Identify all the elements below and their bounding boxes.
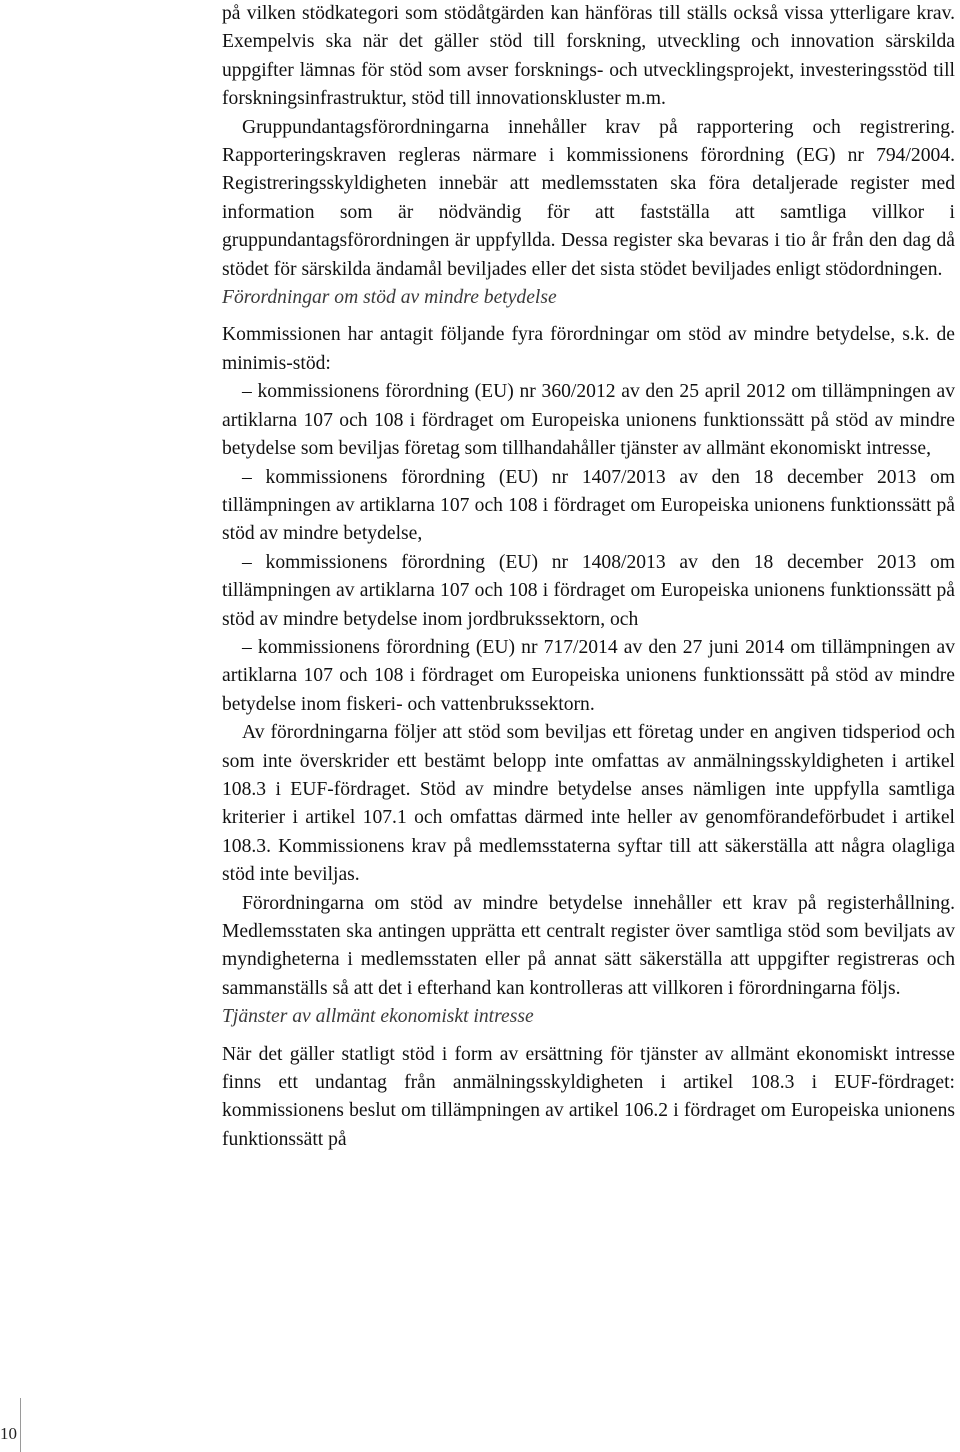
list-item: – kommissionens förordning (EU) nr 717/2014 av den 27 juni 2014 om tillämpningen av artiklarna 107 och 108 i fördraget om Europeiska unionens funktionssätt på stöd av mindre betydelse inom fiskeri- och vattenbrukssektorn. <box>222 636 955 715</box>
page-number: 10 <box>0 1424 17 1443</box>
intro-paragraph: på vilken stödkategori som stödåtgärden kan hänföras till ställs också vissa ytterligare krav. Exempelvis ska när det gäller stöd till forskning, utveckling och innovation särskilda uppgifter lämnas för stöd som avser forsknings- och utvecklingsprojekt, investeringsstöd till forskningsinfrastruktur, stöd till innovationskluster m.m. <box>222 3 955 110</box>
deminimis-paragraph-3: Förordningarna om stöd av mindre betydelse innehåller ett krav på registerhållning. Medlemsstaten ska antingen upprätta ett centralt register över samtliga stöd som beviljats av myndigheterna i medlemsstaten eller på annat sätt säkerställa att uppgifter registreras och sammanställs så att det i efterhand kan kontrolleras att villkoren i förordningarna följs. <box>222 892 955 999</box>
sgei-paragraph: När det gäller statligt stöd i form av ersättning för tjänster av allmänt ekonomiskt intresse finns ett undantag från anmälningsskyldigheten i artikel 108.3 i EUF-fördraget: kommissionens beslut om tillämpningen av artikel 106.2 i fördraget om Europeiska unionens funktionssätt på <box>222 1043 955 1150</box>
list-item: – kommissionens förordning (EU) nr 1407/2013 av den 18 december 2013 om tillämpningen av artiklarna 107 och 108 i fördraget om Europeiska unionens funktionssätt på stöd av mindre betydelse, <box>222 466 955 545</box>
gber-paragraph: Gruppundantagsförordningarna innehåller krav på rapportering och registrering. Rapporteringskraven regleras närmare i kommissionens förordning (EG) nr 794/2004. Registreringsskyldigheten innebär att medlemsstaten ska föra detaljerade register med information som är nödvändig för att fastställa att samtliga villkor i gruppundantagsförordningen är uppfyllda. Dessa register ska bevaras i tio år från den dag då stödet för särskilda ändamål beviljades eller det sista stödet beviljades enligt stödordningen. <box>222 116 955 280</box>
heading-deminimis: Förordningar om stöd av mindre betydelse <box>222 287 557 309</box>
list-item: – kommissionens förordning (EU) nr 1408/2013 av den 18 december 2013 om tillämpningen av artiklarna 107 och 108 i fördraget om Europeiska unionens funktionssätt på stöd av mindre betydelse inom jordbrukssektorn, och <box>222 551 955 630</box>
list-item: – kommissionens förordning (EU) nr 360/2012 av den 25 april 2012 om tillämpningen av artiklarna 107 och 108 i fördraget om Europeiska unionens funktionssätt på stöd av mindre betydelse som beviljas företag som tillhandahåller tjänster av allmänt ekonomiskt intresse, <box>222 381 955 460</box>
margin-rule <box>20 1398 21 1452</box>
heading-sgei: Tjänster av allmänt ekonomiskt intresse <box>222 1006 534 1028</box>
deminimis-intro: Kommissionen har antagit följande fyra förordningar om stöd av mindre betydelse, s.k. de minimis-stöd: <box>222 324 955 374</box>
text-column <box>222 0 955 1154</box>
deminimis-paragraph-2: Av förordningarna följer att stöd som beviljas ett företag under en angiven tidsperiod och som inte överskrider ett bestämt belopp inte omfattas av anmälningsskyldigheten i artikel 108.3 i EUF-fördraget. Stöd av mindre betydelse anses nämligen inte uppfylla samtliga kriterier i artikel 107.1 och omfattas därmed inte heller av genomförandeförbudet i artikel 108.3. Kommissionens krav på medlemsstaterna syftar till att säkerställa att några olagliga stöd inte beviljas. <box>222 722 955 886</box>
